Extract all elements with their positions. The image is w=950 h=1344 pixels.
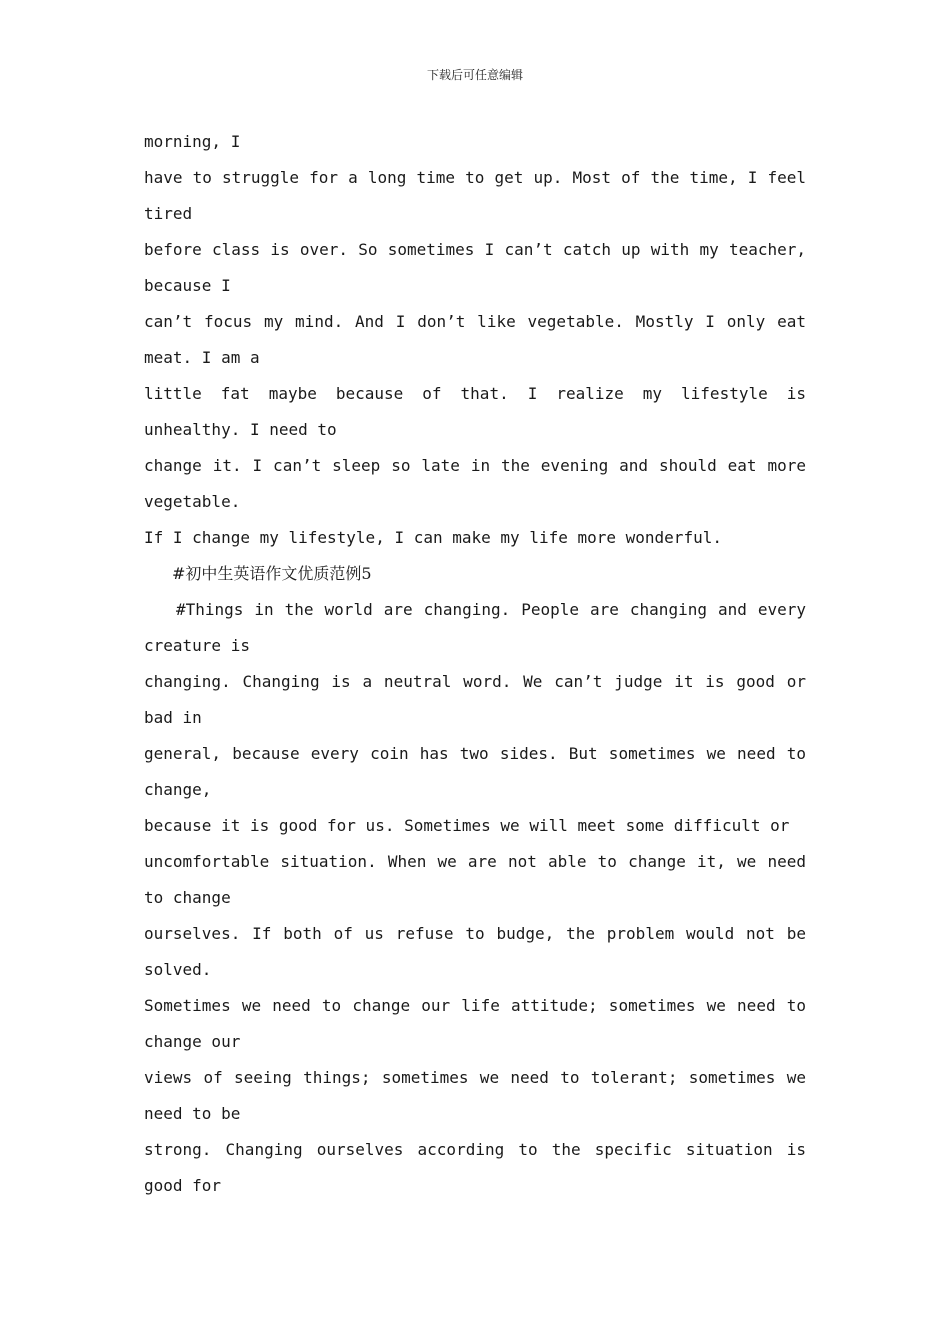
text-line: solved. [144, 960, 212, 979]
text-line: need to be [144, 1104, 241, 1123]
text-line: tired [144, 204, 193, 223]
text-line: views of seeing things; sometimes we need to tolerant; sometimes we [144, 1068, 806, 1087]
text-line: uncomfortable situation. When we are not able to change it, we need [144, 852, 806, 871]
text-line: meat. I am a [144, 348, 260, 367]
text-line: bad in [144, 708, 202, 727]
text-line: changing. Changing is a neutral word. We can’t judge it is good or [144, 672, 806, 691]
text-line: change, [144, 780, 212, 799]
text-line: to change [144, 888, 231, 907]
text-line: change our [144, 1032, 241, 1051]
text-line: creature is [144, 636, 250, 655]
text-line: before class is over. So sometimes I can’t catch up with my teacher, [144, 240, 806, 259]
text-line: have to struggle for a long time to get up. Most of the time, I feel [144, 168, 806, 187]
text-line: If I change my lifestyle, I can make my life more wonderful. [144, 528, 722, 547]
text-line: general, because every coin has two sides. But sometimes we need to [144, 744, 806, 763]
text-line: ourselves. If both of us refuse to budge, the problem would not be [144, 924, 806, 943]
text-line: little fat maybe because of that. I realize my lifestyle is [144, 384, 806, 403]
text-line: morning, I [144, 132, 241, 151]
text-line: strong. Changing ourselves according to the specific situation is [144, 1140, 806, 1159]
document-body [144, 124, 806, 1204]
text-line: because I [144, 276, 231, 295]
text-line: change it. I can’t sleep so late in the evening and should eat more [144, 456, 806, 475]
text-line: vegetable. [144, 492, 241, 511]
text-line: good for [144, 1176, 222, 1195]
text-line: can’t focus my mind. And I don’t like vegetable. Mostly I only eat [144, 312, 806, 331]
text-line: because it is good for us. Sometimes we will meet some difficult or [144, 816, 790, 835]
text-line: #Things in the world are changing. People are changing and every [176, 600, 806, 619]
text-line: unhealthy. I need to [144, 420, 337, 439]
text-line: Sometimes we need to change our life attitude; sometimes we need to [144, 996, 806, 1015]
page-header: 下载后可任意编辑 [426, 68, 523, 82]
section-heading: #初中生英语作文优质范例5 [172, 564, 372, 583]
